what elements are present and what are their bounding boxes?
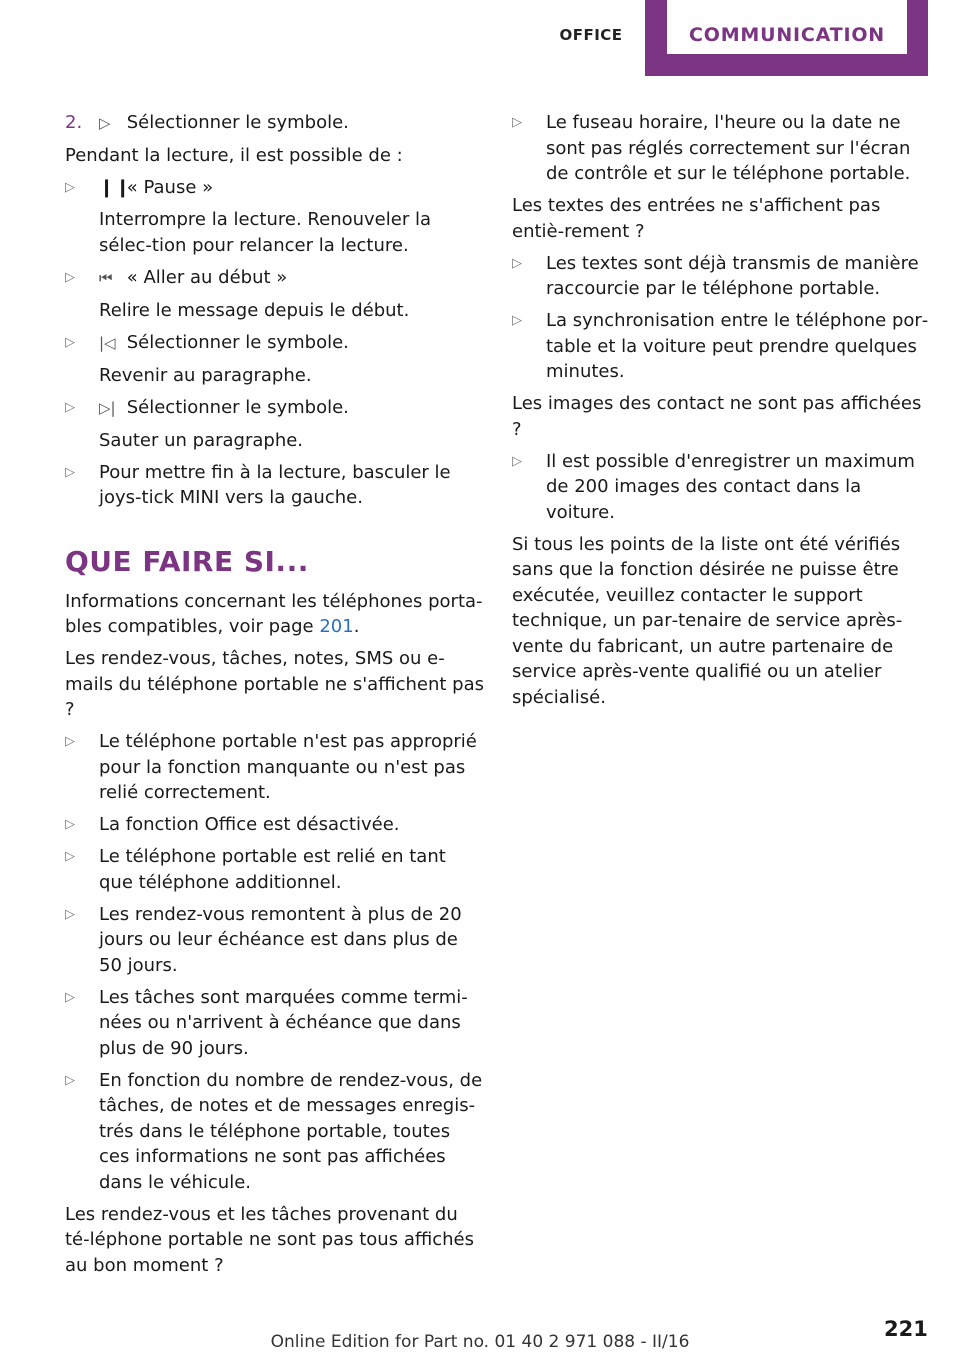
item-desc: Relire le message depuis le début. xyxy=(99,299,410,321)
bullet-icon: ▷ xyxy=(65,1072,75,1088)
item-label: « Aller au début » xyxy=(126,266,288,288)
right-column xyxy=(512,110,932,717)
list-item xyxy=(65,1068,485,1196)
page-number: 221 xyxy=(884,1317,928,1341)
item-text: Le fuseau horaire, l'heure ou la date ne sont pas réglés correctement sur l'écran de contrôle et sur le téléphone portable. xyxy=(546,112,911,184)
intro-text: Pendant la lecture, il est possible de : xyxy=(65,145,403,166)
bullet-icon: ▷ xyxy=(512,453,522,469)
list-item xyxy=(512,110,932,187)
list-item xyxy=(65,844,485,895)
info-paragraph xyxy=(65,589,485,640)
page-header xyxy=(0,0,960,80)
bullet-icon: ▷ xyxy=(65,269,75,285)
list-item xyxy=(65,330,485,389)
list-item xyxy=(65,460,485,511)
question-4: Les images des contact ne sont pas affichées ? xyxy=(512,393,922,440)
bullet-icon: ▷ xyxy=(65,464,75,480)
pause-icon: ❙❙ xyxy=(99,177,132,198)
info-end: . xyxy=(353,616,360,637)
question-3: Les textes des entrées ne s'affichent pas entiè‐rement ? xyxy=(512,195,881,242)
bullet-icon: ▷ xyxy=(65,399,75,415)
step-number: 2. xyxy=(65,112,83,133)
info-text: Informations concernant les téléphones porta‐bles compatibles, voir page xyxy=(65,590,483,637)
step-text: Sélectionner le symbole. xyxy=(126,112,349,133)
item-text: La fonction Office est désactivée. xyxy=(99,814,400,835)
item-desc: Sauter un paragraphe. xyxy=(99,429,304,451)
list-item xyxy=(65,812,485,838)
bullet-icon: ▷ xyxy=(512,255,522,271)
list-item xyxy=(65,175,485,258)
step-2 xyxy=(65,110,485,137)
tab-office[interactable]: OFFICE xyxy=(559,26,623,44)
paragraph-back-icon: |◁ xyxy=(99,333,116,352)
item-label: Sélectionner le symbole. xyxy=(126,396,349,418)
bullet-icon: ▷ xyxy=(65,334,75,350)
item-text: Les tâches sont marquées comme termi‐nées ou n'arrivent à échéance que dans plus de 90 jours. xyxy=(99,986,468,1059)
item-text: Pour mettre fin à la lecture, basculer le joys‐tick MINI vers la gauche. xyxy=(99,461,451,508)
list-item xyxy=(65,729,485,806)
item-label: Sélectionner le symbole. xyxy=(126,331,349,353)
play-icon: ▷ xyxy=(99,114,111,132)
bullet-icon: ▷ xyxy=(65,180,75,195)
skip-back-icon: ⏮ xyxy=(99,268,113,287)
bullet-icon: ▷ xyxy=(65,849,75,864)
item-text: Les rendez-vous remontent à plus de 20 jours ou leur échéance est dans plus de 50 jours. xyxy=(99,903,462,976)
item-desc: Revenir au paragraphe. xyxy=(99,364,312,386)
item-text: La synchronisation entre le téléphone por‐table et la voiture peut prendre quelques minutes. xyxy=(546,310,929,382)
section-heading: QUE FAIRE SI... xyxy=(65,544,309,578)
page-link[interactable]: 201 xyxy=(319,616,354,637)
tab-communication[interactable] xyxy=(645,0,928,76)
bullet-icon: ▷ xyxy=(65,906,75,922)
left-column xyxy=(65,110,485,1285)
tab-communication-label: COMMUNICATION xyxy=(667,0,907,54)
item-desc: Interrompre la lecture. Renouveler la sélec‐tion pour relancer la lecture. xyxy=(99,209,431,256)
list-item xyxy=(65,395,485,454)
list-item xyxy=(512,251,932,302)
item-text: En fonction du nombre de rendez-vous, de tâches, de notes et de messages enregis‐trés dans le téléphone portable, toutes ces informations ne sont pas affichées dans le véhicule. xyxy=(99,1069,483,1193)
item-text: Le téléphone portable n'est pas approprié pour la fonction manquante ou n'est pas relié correctement. xyxy=(99,731,477,803)
item-label: « Pause » xyxy=(126,177,214,198)
item-text: Le téléphone portable est relié en tant que téléphone additionnel. xyxy=(99,846,446,893)
footer-edition xyxy=(0,1332,960,1352)
closing-paragraph: Si tous les points de la liste ont été vérifiés sans que la fonction désirée ne puisse être exécutée, veuillez contacter le support technique, un par‐tenaire de service après-vente du fabricant, un autre partenaire de service après-vente qualifié ou un atelier spécialisé. xyxy=(512,533,903,708)
question-1: Les rendez-vous, tâches, notes, SMS ou e-mails du téléphone portable ne s'affichent pas ? xyxy=(65,648,484,720)
item-text: Il est possible d'enregistrer un maximum de 200 images des contact dans la voiture. xyxy=(546,450,915,523)
list-item xyxy=(512,308,932,385)
list-item xyxy=(65,985,485,1062)
bullet-icon: ▷ xyxy=(65,734,75,749)
paragraph-forward-icon: ▷| xyxy=(99,398,116,417)
bullet-icon: ▷ xyxy=(512,115,522,130)
question-2: Les rendez-vous et les tâches provenant du té‐léphone portable ne sont pas tous affichés au bon moment ? xyxy=(65,1203,475,1276)
list-item xyxy=(65,902,485,979)
bullet-icon: ▷ xyxy=(512,313,522,328)
list-item xyxy=(512,449,932,526)
list-item xyxy=(65,265,485,324)
item-text: Les textes sont déjà transmis de manière raccourcie par le téléphone portable. xyxy=(546,252,919,299)
bullet-icon: ▷ xyxy=(65,817,75,832)
bullet-icon: ▷ xyxy=(65,989,75,1005)
edition-text: Online Edition for Part no. 01 40 2 971 088 - II/16 xyxy=(270,1332,690,1352)
